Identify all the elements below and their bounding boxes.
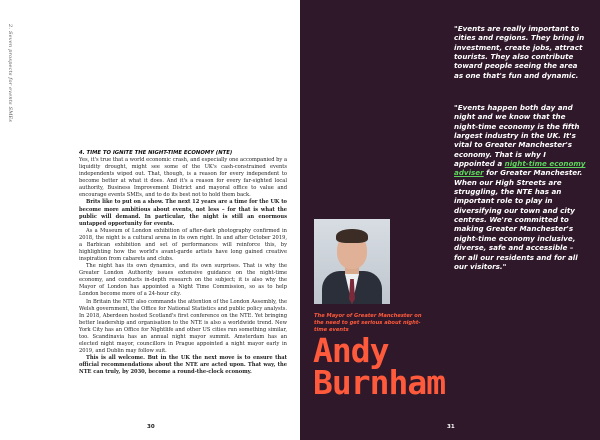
paragraph-2: Brits like to put on a show. The next 12 years are a time for the UK to become more ambitious about events, not less – for that is what the public will demand. In particular, the night is still an enormous untapped opportunity for events. <box>79 199 287 227</box>
photo-caption: The Mayor of Greater Manchester on the need to get serious about night-time events <box>314 313 422 333</box>
speaker-name <box>313 331 446 402</box>
quote-2-text-end: for Greater Manchester. When our High Streets are struggling, the NTE has an important role to play in diversifying our town and city centres. We're committed to making Greater Manchester's night-time economy inclusive, diverse, safe and accessible – for all our residents and for all our visitors." <box>454 168 583 271</box>
section-heading: 4. TIME TO IGNITE THE NIGHT-TIME ECONOMY (NTE) <box>79 150 233 156</box>
right-page <box>300 0 600 440</box>
night-time-adviser-link[interactable]: night-time economy adviser <box>454 159 586 178</box>
paragraph-3: As a Museum of London exhibition of after-dark photography confirmed in 2018, the night is a cultural arena in its own right. In and after October 2019, a Barbican exhibition and set of performances will reinforce this, by highlighting how the world's avant-garde artists have long gained creative inspiration from cabarets and clubs. <box>79 227 287 263</box>
speaker-last-name: Burnham <box>313 363 446 402</box>
quote-2-text-start: "Events happen both day and night and we know that the night-time economy is the fifth largest industry in the UK. It's vital to Greater Manchester's economy. That is why I appointed a <box>454 103 580 169</box>
page-number-left: 30 <box>147 424 155 430</box>
paragraph-1: Yes, it's true that a world economic crash, and especially one accompanied by a liquidity drought, might see some of the UK's cash-constrained events independents wiped out. That, though, is a reason for every independent to become better at what it does. And it's a reason for every far-sighted local authority, Business Improvement District and mayoral office to value and encourage events SMEs, and to do its best not to hold them back. <box>79 157 288 199</box>
portrait-photo <box>314 219 390 304</box>
paragraph-6: This is all welcome. But in the UK the next move is to ensure that official recommendations about the NTE are acted upon. That way, the NTE can truly, by 2030, become a round-the-clock economy. <box>79 355 287 376</box>
article-body <box>79 150 287 376</box>
page-number-right: 31 <box>447 424 455 430</box>
speaker-first-name: Andy <box>313 331 389 370</box>
pull-quote-2 <box>454 103 586 271</box>
paragraph-5: In Britain the NTE also commands the attention of the London Assembly, the Welsh government, the Office for National Statistics and public policy analysts. In 2018, Aberdeen hosted Scotland's first conference on the NTE. Yet bringing better leadership and organisation to the NTE is also a worldwide trend. New York City has an Office for Nightlife and other US cities run something similar, too. Scandinavia has an annual night mayor summit. Amsterdam has an elected night mayor, councillors in Prague appointed a night mayor early in 2019, and Dublin may follow suit. <box>79 298 287 355</box>
paragraph-4: The night has its own dynamics, and its own surprises. That is why the Greater London Authority issues extensive guidance on the night-time economy, and conducts in-depth research on the subject; it is also why the Mayor of London has appointed a Night Time Commission, so as to help London become more of a 24-hour city. <box>79 263 287 298</box>
running-head: 2. Seven prospects for events SMEs <box>7 24 13 123</box>
pull-quote-1: "Events are really important to cities and regions. They bring in investment, create jobs, attract tourists. They also contribute toward people seeing the area as one that's fun and dynamic. <box>454 24 585 80</box>
